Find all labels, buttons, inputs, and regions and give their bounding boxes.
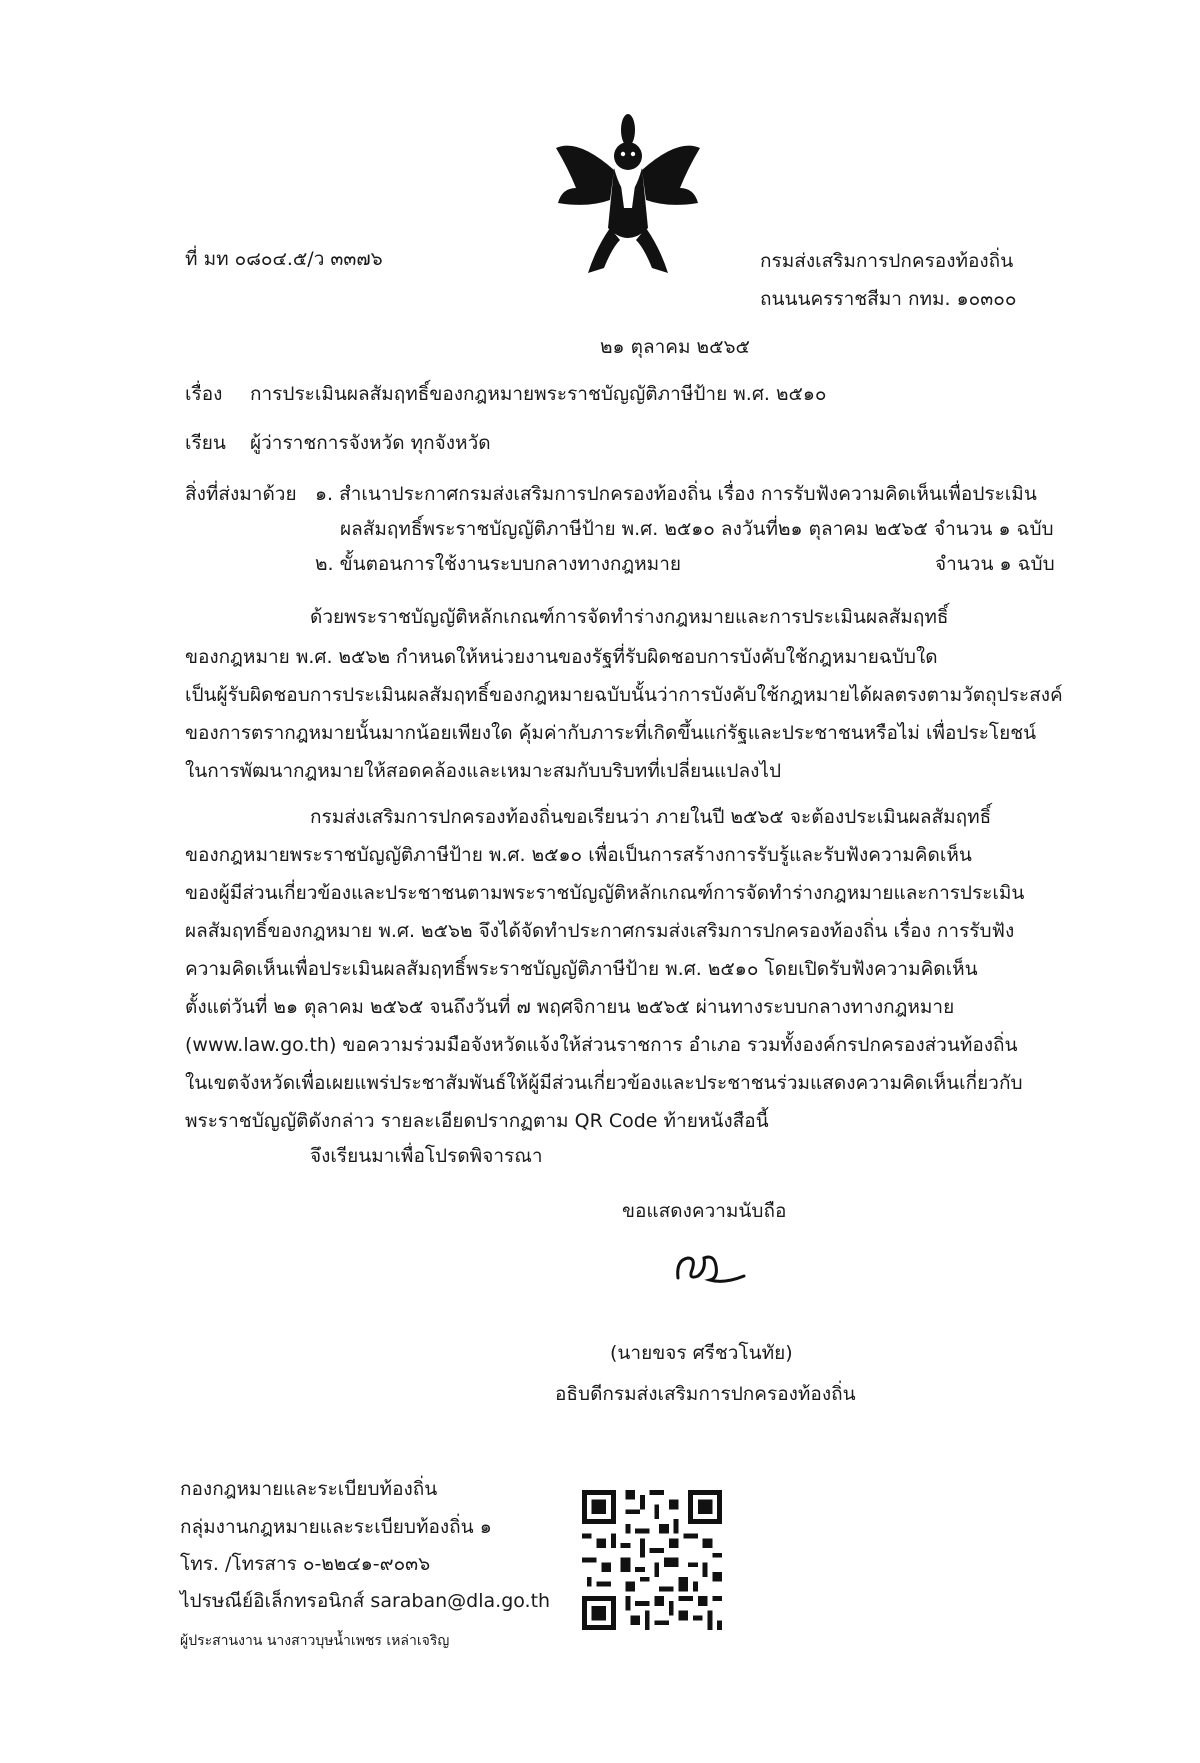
qr-code-icon[interactable] <box>582 1490 722 1630</box>
paragraph-line: กรมส่งเสริมการปกครองท้องถิ่นขอเรียนว่า ภายในปี ๒๕๖๕ จะต้องประเมินผลสัมฤทธิ์ <box>310 806 992 828</box>
enclosure-2-text: ๒. ขั้นตอนการใช้งานระบบกลางทางกฎหมาย <box>315 553 682 575</box>
paragraph-line: ในการพัฒนากฎหมายให้สอดคล้องและเหมาะสมกับบริบทที่เปลี่ยนแปลงไป <box>185 760 782 782</box>
org-address: ถนนนครราชสีมา กทม. ๑๐๓๐๐ <box>760 288 1017 310</box>
footer-email: ไปรษณีย์อิเล็กทรอนิกส์ saraban@dla.go.th <box>180 1590 551 1612</box>
signer-name: (นายขจร ศรีชวโนทัย) <box>610 1342 793 1364</box>
paragraph-line: ตั้งแต่วันที่ ๒๑ ตุลาคม ๒๕๖๕ จนถึงวันที่ ๗ พฤศจิกายน ๒๕๖๕ ผ่านทางระบบกลางทางกฎหมาย <box>185 996 955 1018</box>
paragraph-line: ผลสัมฤทธิ์ของกฎหมาย พ.ศ. ๒๕๖๒ จึงได้จัดทำประกาศกรมส่งเสริมการปกครองท้องถิ่น เรื่อง การรับฟัง <box>185 920 1015 942</box>
enclosures-label: สิ่งที่ส่งมาด้วย <box>185 483 297 505</box>
paragraph-line: (www.law.go.th) ขอความร่วมมือจังหวัดแจ้งให้ส่วนราชการ อำเภอ รวมทั้งองค์กรปกครองส่วนท้องถิ่น <box>185 1034 1018 1056</box>
footer-division: กองกฎหมายและระเบียบท้องถิ่น <box>180 1478 438 1500</box>
regards-text: ขอแสดงความนับถือ <box>622 1200 787 1222</box>
letter-date: ๒๑ ตุลาคม ๒๕๖๕ <box>600 336 750 358</box>
paragraph-line: ในเขตจังหวัดเพื่อเผยแพร่ประชาสัมพันธ์ให้ผู้มีส่วนเกี่ยวข้องและประชาชนร่วมแสดงความคิดเห็นเกี่ยวกับ <box>185 1072 1023 1094</box>
paragraph-line: ของกฎหมาย พ.ศ. ๒๕๖๒ กำหนดให้หน่วยงานของรัฐที่รับผิดชอบการบังคับใช้กฎหมายฉบับใด <box>185 646 938 668</box>
to-label: เรียน <box>185 432 226 454</box>
footer-group: กลุ่มงานกฎหมายและระเบียบท้องถิ่น ๑ <box>180 1516 492 1538</box>
footer-phone: โทร. /โทรสาร ๐-๒๒๔๑-๙๐๓๖ <box>180 1553 431 1575</box>
paragraph-line: ของการตรากฎหมายนั้นมากน้อยเพียงใด คุ้มค่ากับภาระที่เกิดขึ้นแก่รัฐและประชาชนหรือไม่ เพื่อประโยชน์ <box>185 722 1037 744</box>
signature-mark-icon <box>670 1240 750 1290</box>
paragraph-line: ความคิดเห็นเพื่อประเมินผลสัมฤทธิ์พระราชบัญญัติภาษีป้าย พ.ศ. ๒๕๑๐ โดยเปิดรับฟังความคิดเห็น <box>185 958 978 980</box>
closing-line: จึงเรียนมาเพื่อโปรดพิจารณา <box>310 1145 543 1167</box>
paragraph-line: ด้วยพระราชบัญญัติหลักเกณฑ์การจัดทำร่างกฎหมายและการประเมินผลสัมฤทธิ์ <box>310 606 949 628</box>
to-text: ผู้ว่าราชการจังหวัด ทุกจังหวัด <box>250 432 491 454</box>
subject-text: การประเมินผลสัมฤทธิ์ของกฎหมายพระราชบัญญัติภาษีป้าย พ.ศ. ๒๕๑๐ <box>250 383 827 405</box>
enclosure-2-qty: จำนวน ๑ ฉบับ <box>935 553 1055 575</box>
footer-coordinator: ผู้ประสานงาน นางสาวบุษน้ำเพชร เหล่าเจริญ <box>180 1633 450 1649</box>
paragraph-line: พระราชบัญญัติดังกล่าว รายละเอียดปรากฏตาม QR Code ท้ายหนังสือนี้ <box>185 1110 769 1132</box>
garuda-emblem-icon <box>548 108 708 278</box>
paragraph-line: ของผู้มีส่วนเกี่ยวข้องและประชาชนตามพระราชบัญญัติหลักเกณฑ์การจัดทำร่างกฎหมายและการประเมิน <box>185 882 1025 904</box>
enclosure-1-line-2: ผลสัมฤทธิ์พระราชบัญญัติภาษีป้าย พ.ศ. ๒๕๑๐ ลงวันที่๒๑ ตุลาคม ๒๕๖๕ จำนวน ๑ ฉบับ <box>340 518 1054 540</box>
signer-title: อธิบดีกรมส่งเสริมการปกครองท้องถิ่น <box>555 1383 856 1405</box>
reference-number: ที่ มท ๐๘๐๔.๕/ว ๓๓๗๖ <box>185 248 383 270</box>
paragraph-line: เป็นผู้รับผิดชอบการประเมินผลสัมฤทธิ์ของกฎหมายฉบับนั้นว่าการบังคับใช้กฎหมายได้ผลตรงตามวัตถุประสงค์ <box>185 684 1063 706</box>
enclosure-1-line-1: ๑. สำเนาประกาศกรมส่งเสริมการปกครองท้องถิ่น เรื่อง การรับฟังความคิดเห็นเพื่อประเมิน <box>315 483 1037 505</box>
paragraph-line: ของกฎหมายพระราชบัญญัติภาษีป้าย พ.ศ. ๒๕๑๐ เพื่อเป็นการสร้างการรับรู้และรับฟังความคิดเห็น <box>185 844 972 866</box>
subject-label: เรื่อง <box>185 383 223 405</box>
org-name: กรมส่งเสริมการปกครองท้องถิ่น <box>760 250 1014 272</box>
